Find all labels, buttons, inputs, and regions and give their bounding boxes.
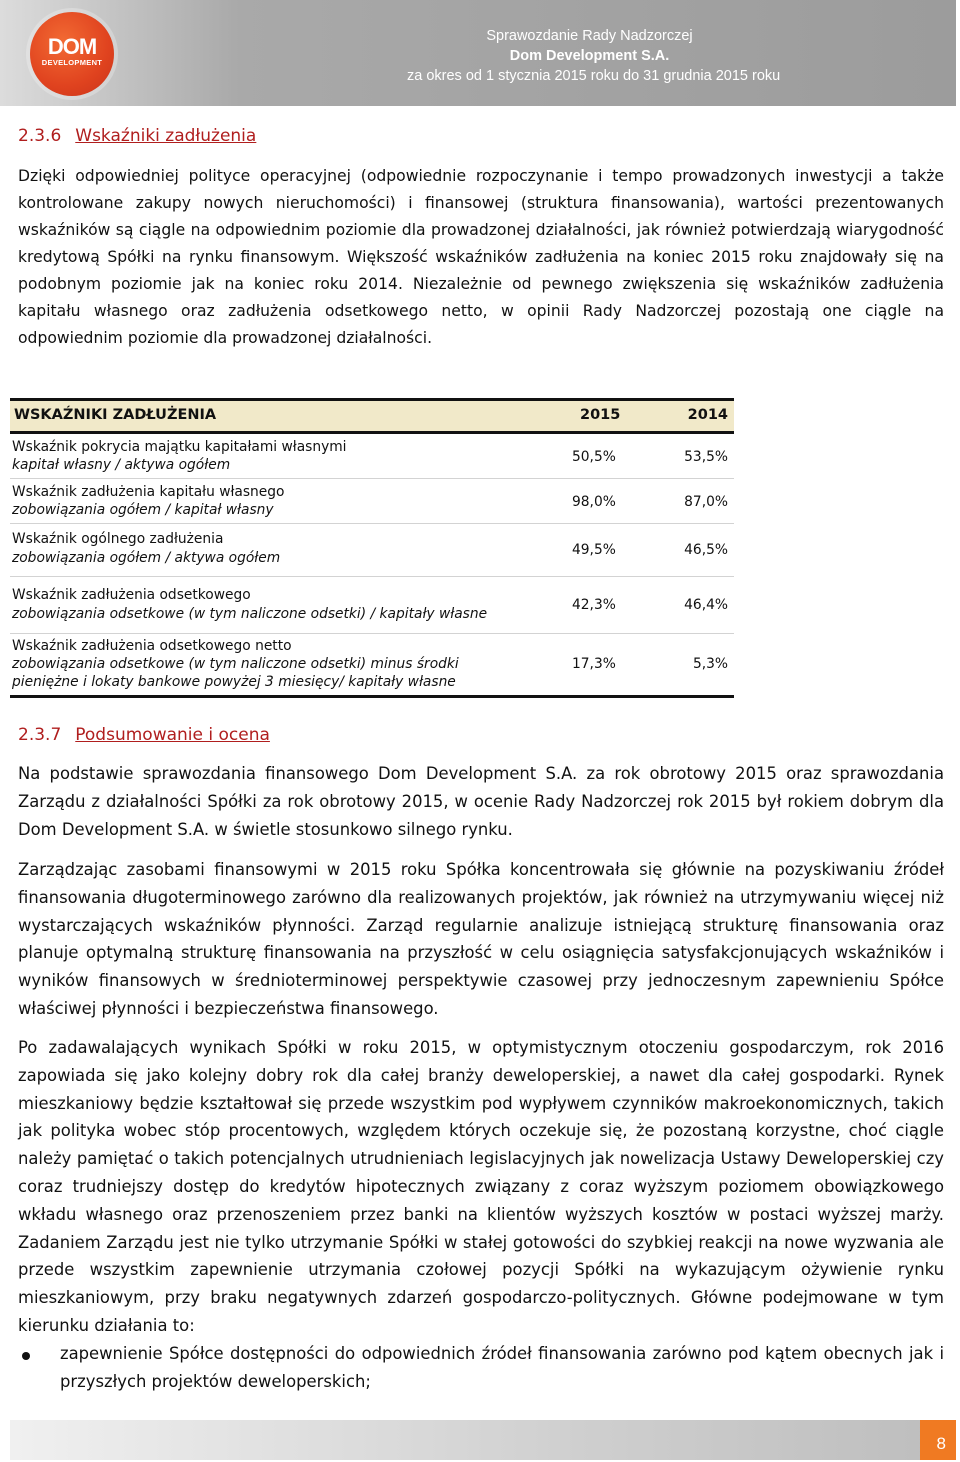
value-2015: 42,3%: [572, 597, 616, 613]
ratio-formula: zobowiązania ogółem / kapitał własny: [12, 502, 274, 518]
ratio-formula: zobowiązania odsetkowe (w tym naliczone odsetki) / kapitały własne: [12, 606, 488, 622]
section-title: Wskaźniki zadłużenia: [75, 126, 257, 146]
ratio-name: Wskaźnik ogólnego zadłużenia: [12, 531, 224, 547]
section-heading-236: [18, 126, 256, 146]
value-2014: 53,5%: [684, 449, 728, 465]
page-footer: [10, 1420, 956, 1460]
value-2014: 5,3%: [692, 656, 728, 672]
section-number: 2.3.7: [18, 725, 62, 745]
table-row: [10, 577, 734, 634]
value-2014: 46,5%: [684, 542, 728, 558]
ratio-name: Wskaźnik zadłużenia kapitału własnego: [12, 484, 285, 500]
ratio-formula: kapitał własny / aktywa ogółem: [12, 457, 231, 473]
ratio-formula-line2: pieniężne i lokaty bankowe powyżej 3 miesięcy/ kapitały własne: [12, 674, 456, 690]
logo-sub-text: DEVELOPMENT: [41, 58, 103, 67]
page-number-box: [920, 1420, 956, 1460]
table-header: [10, 398, 734, 434]
header-line-1: Sprawozdanie Rady Nadzorczej: [486, 28, 693, 44]
page-number: 8: [936, 1434, 946, 1453]
ratio-formula: zobowiązania odsetkowe (w tym naliczone odsetki) minus środki: [12, 656, 459, 672]
table-header-label: WSKAŹNIKI ZADŁUŻENIA: [14, 407, 217, 423]
debt-ratios-table: [10, 398, 734, 698]
header-line-2: Dom Development S.A.: [509, 48, 670, 64]
ratio-name: Wskaźnik pokrycia majątku kapitałami własnymi: [12, 439, 347, 455]
section-236-paragraph: Dzięki odpowiedniej polityce operacyjnej (odpowiednie rozpoczynanie i tempo prowadzonych inwestycji a także kontrolowane zakupy nowych nieruchomości) i finansowej (struktura finansowania), wartości prezentowanych wskaźników są ciągle na odpowiednim poziomie dla prowadzonej działalności, jak również potwierdzają wiarygodność kredytową Spółki na rynku finansowym. Większość wskaźników zadłużenia na koniec 2015 roku znajdowały się na podobnym poziomie jak na koniec roku 2014. Niezależnie od pewnego zwiększenia się wskaźników zadłużenia kapitału własnego oraz zadłużenia odsetkowego netto, w opinii Rady Nadzorczej pozostają one ciągle na odpowiednim poziomie dla prowadzonej działalności.: [18, 167, 944, 347]
value-2014: 87,0%: [684, 494, 728, 510]
bullet-item: zapewnienie Spółce dostępności do odpowiednich źródeł finansowania zarówno pod kątem obecnych jak i przyszłych projektów deweloperskich;: [60, 1344, 944, 1391]
section-237-paragraph-3: Po zadawalających wynikach Spółki w roku 2015, w optymistycznym otoczeniu gospodarczym, rok 2016 zapowiada się jako kolejny dobry rok dla całej branży deweloperskiej, a nawet dla całej gospodarki. Rynek mieszkaniowy będzie kształtował się przede wszystkim pod wypływem czynników makroekonomicznych, takich jak polityka wobec stóp procentowych, względem których oczekuje się, że pozostaną korzystne, choć ciągle należy pamiętać o takich potencjalnych utrudnieniach legislacyjnych jak nowelizacja Ustawy Deweloperskiej czy coraz trudniejszy dostęp do kredytów hipotecznych związany z coraz wyższym poziomem obowiązkowego wkładu własnego oraz przenoszeniem przez banki na klientów wyższych kosztów w postaci wyższej marży. Zadaniem Zarządu jest nie tylko utrzymanie Spółki w stałej gotowości do szybkiej reakcji na nowe wyzwania ale przede wszystkim zapewnienie utrzymania czołowej pozycji Spółki na wykazującym ożywienie rynku mieszkaniowym, przy braku negatywnych zdarzeń gospodarczo-politycznych. Główne podejmowane w tym kierunku działania to:: [18, 1038, 944, 1335]
ratio-name: Wskaźnik zadłużenia odsetkowego: [12, 587, 251, 603]
ratio-name: Wskaźnik zadłużenia odsetkowego netto: [12, 638, 292, 654]
page-header: [0, 0, 956, 106]
table-row: [10, 434, 734, 479]
section-237-paragraph-1: Na podstawie sprawozdania finansowego Dom Development S.A. za rok obrotowy 2015 oraz sprawozdania Zarządu z działalności Spółki za rok obrotowy 2015, w ocenie Rady Nadzorczej rok 2015 był rokiem dobrym dla Dom Development S.A. w świetle stosunkowo silnego rynku.: [18, 764, 944, 839]
value-2014: 46,4%: [684, 597, 728, 613]
table-header-2014: 2014: [687, 407, 728, 423]
bullet-dot-icon: [22, 1352, 30, 1360]
table-row: [10, 634, 734, 698]
header-title-block: [407, 26, 781, 86]
ratio-formula: zobowiązania ogółem / aktywa ogółem: [12, 550, 281, 566]
value-2015: 50,5%: [572, 449, 616, 465]
value-2015: 98,0%: [572, 494, 616, 510]
section-title: Podsumowanie i ocena: [75, 725, 270, 745]
section-heading-237: [18, 725, 270, 745]
table-header-2015: 2015: [580, 407, 621, 423]
table-row: [10, 524, 734, 577]
table-row: [10, 479, 734, 524]
value-2015: 17,3%: [572, 656, 616, 672]
logo-main-text: DOM: [47, 34, 97, 59]
dom-development-logo: [30, 12, 114, 96]
value-2015: 49,5%: [572, 542, 616, 558]
section-number: 2.3.6: [18, 126, 62, 146]
header-line-3: za okres od 1 stycznia 2015 roku do 31 grudnia 2015 roku: [407, 68, 781, 84]
section-237-paragraph-2: Zarządzając zasobami finansowymi w 2015 roku Spółka koncentrowała się głównie na pozyskiwaniu źródeł finansowania długoterminowego zarówno dla realizowanych projektów, jak również na utrzymywaniu więcej niż wystarczających wskaźników płynności. Zarząd regularnie analizuje istniejącą strukturę finansowania oraz planuje optymalną strukturę finansowania na przyszłość w celu osiągnięcia satysfakcjonujących wskaźników i wyników finansowych w średnioterminowej perspektywie czasowej przy jednoczesnym zapewnieniu Spółce właściwej płynności i bezpieczeństwa finansowego.: [18, 860, 944, 1018]
